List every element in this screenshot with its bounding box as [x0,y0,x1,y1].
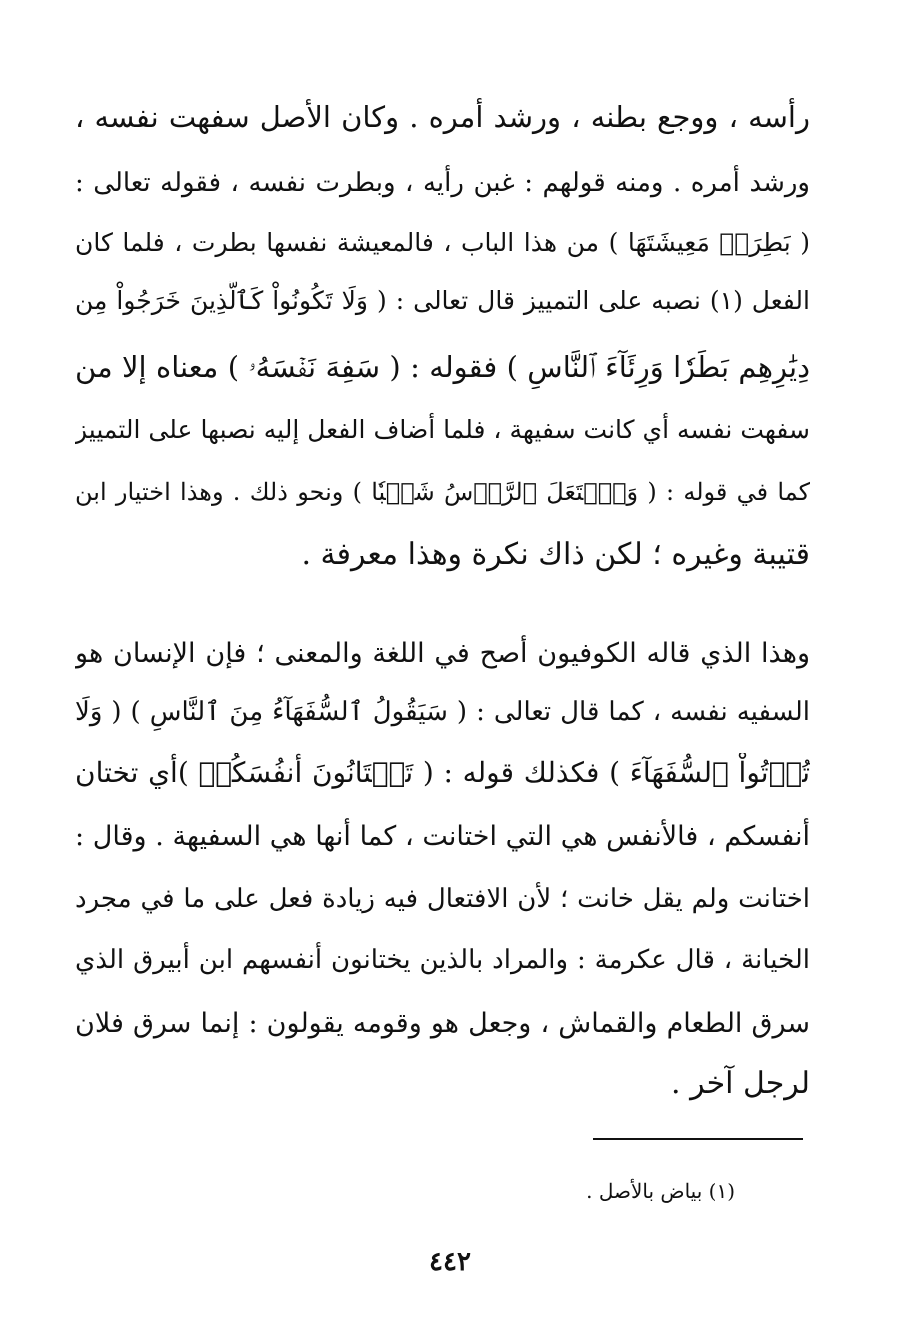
paragraph-2-line-6: الخيانة ، قال عكرمة : والمراد بالذين يختانون أنفسهم ابن أبيرق الذي [75,945,810,975]
paragraph-2-line-2: السفيه نفسه ، كما قال تعالى : ( سَيَقُولُ ٱلسُّفَهَآءُ مِنَ ٱلنَّاسِ ) ( وَلَا [75,697,810,727]
paragraph-1-line-1: رأسه ، ووجع بطنه ، ورشد أمره . وكان الأصل سفهت نفسه ، [75,100,810,134]
paragraph-1-line-7: كما في قوله : ( وَٱشۡتَعَلَ ٱلرَّأۡسُ شَيۡبٗا ) ونحو ذلك . وهذا اختيار ابن [75,478,810,506]
paragraph-1-line-4: الفعل (١) نصبه على التمييز قال تعالى : ( وَلَا تَكُونُواْ كَٱلَّذِينَ خَرَجُواْ مِن [75,286,810,315]
paragraph-1-line-8: قتيبة وغيره ؛ لكن ذاك نكرة وهذا معرفة . [301,537,810,572]
page-number: ٤٤٢ [429,1247,471,1277]
footnote: (١) بياض بالأصل . [586,1179,735,1203]
paragraph-1-line-2: ورشد أمره . ومنه قولهم : غبن رأيه ، وبطرت نفسه ، فقوله تعالى : [75,168,810,198]
paragraph-1-line-5: دِيَٰرِهِم بَطَرٗا وَرِئَآءَ ٱلنَّاسِ ) فقوله : ( سَفِهَ نَفۡسَهُۥ ) معناه إلا من [75,350,810,384]
paragraph-2-line-1: وهذا الذي قاله الكوفيون أصح في اللغة والمعنى ؛ فإن الإنسان هو [75,638,810,669]
paragraph-2-line-5: اختانت ولم يقل خانت ؛ لأن الافتعال فيه زيادة فعل على ما في مجرد [75,884,810,914]
paragraph-2-line-3: تُؤۡتُواْ ٱلسُّفَهَآءَ ) فكذلك قوله : ( تَخۡتَانُونَ أَنفُسَكُمۡ )أي تختان [75,756,810,789]
paragraph-2-line-8: لرجل آخر . [671,1066,810,1101]
paragraph-1-line-6: سفهت نفسه أي كانت سفيهة ، فلما أضاف الفعل إليه نصبها على التمييز [75,415,810,444]
paragraph-2-line-7: سرق الطعام والقماش ، وجعل هو وقومه يقولون : إنما سرق فلان [75,1008,810,1039]
paragraph-2-line-4: أنفسكم ، فالأنفس هي التي اختانت ، كما أنها هي السفيهة . وقال : [75,821,810,852]
footnote-divider [593,1138,803,1140]
paragraph-1-line-3: ( بَطِرَتۡ مَعِيشَتَهَا ) من هذا الباب ، فالمعيشة نفسها بطرت ، فلما كان [75,228,810,257]
